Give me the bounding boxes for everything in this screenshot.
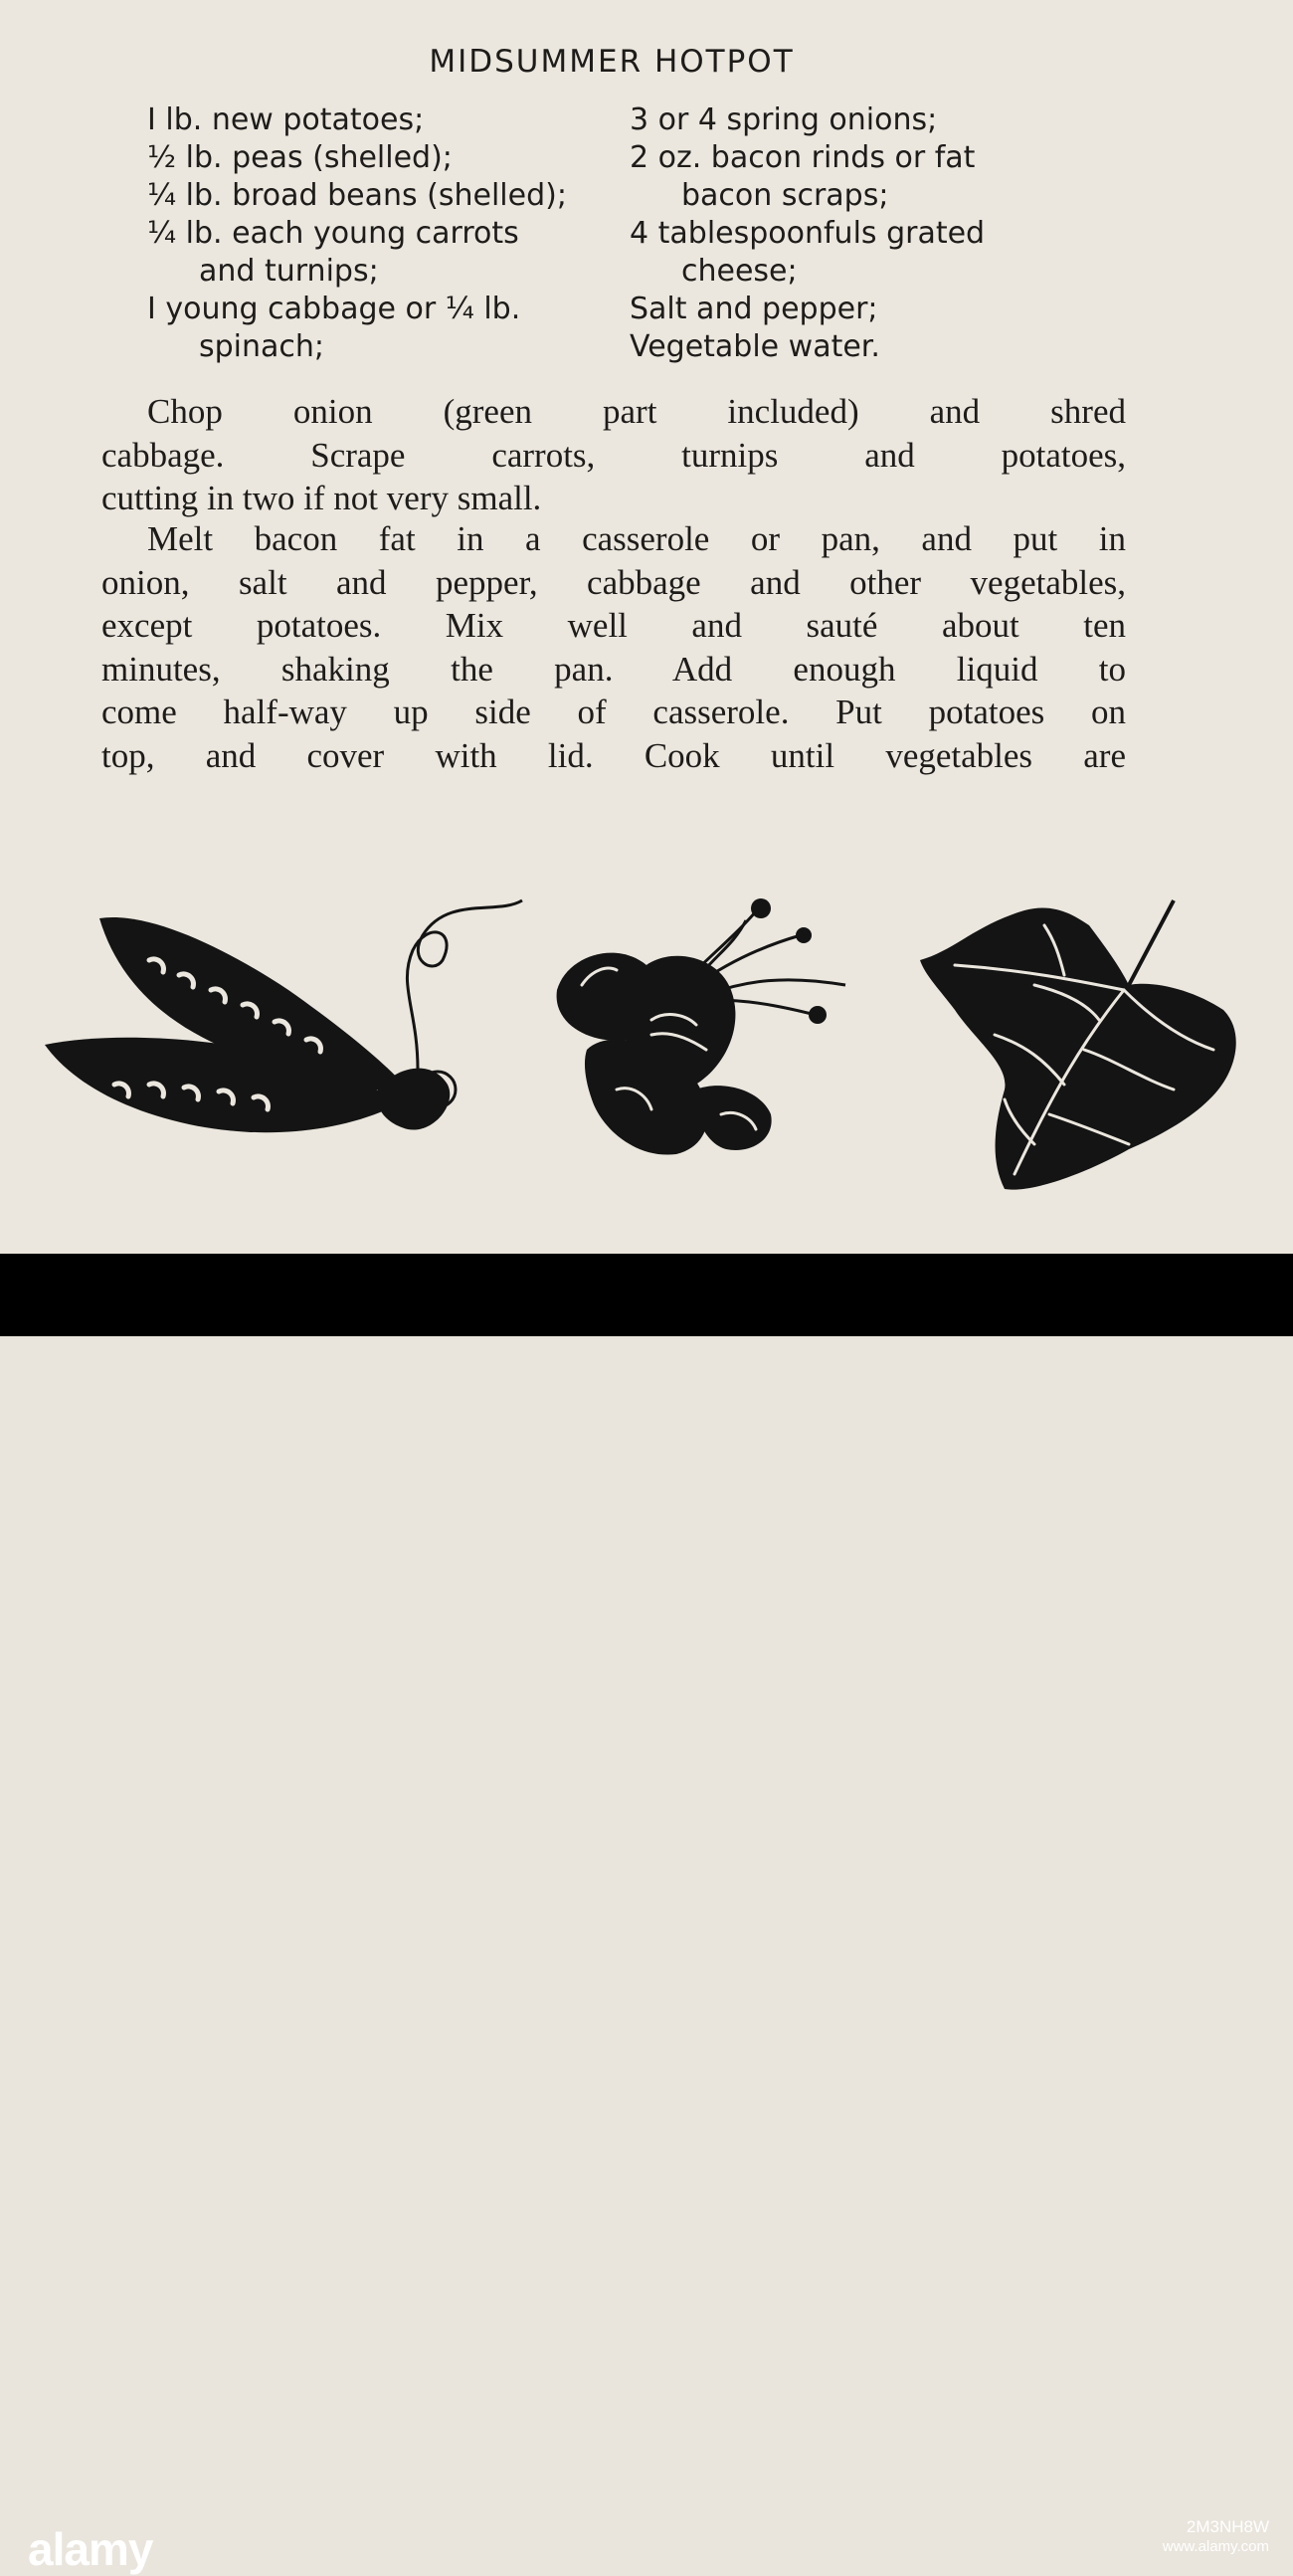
ingredient-line: ½ lb. peas (shelled); bbox=[147, 140, 453, 175]
image-id: 2M3NH8W bbox=[1186, 2517, 1269, 2536]
beetroot-icon bbox=[547, 891, 865, 1189]
paragraph-line: top, and cover with lid. Cook until vegetables are bbox=[101, 735, 1126, 775]
ingredient-line: Vegetable water. bbox=[630, 329, 880, 364]
ingredient-line: ¼ lb. broad beans (shelled); bbox=[147, 178, 567, 213]
pea-pods-icon bbox=[40, 891, 537, 1184]
ingredients-right-column bbox=[630, 101, 985, 366]
paragraph-line: Chop onion (green part included) and shred bbox=[147, 392, 1126, 431]
paragraph-line: cutting in two if not very small. bbox=[101, 479, 542, 517]
paragraph-line: cabbage. Scrape carrots, turnips and potatoes, bbox=[101, 435, 1126, 475]
ingredient-line: cheese; bbox=[681, 254, 798, 289]
leaf-icon bbox=[915, 891, 1253, 1209]
paragraph-line: come half-way up side of casserole. Put potatoes on bbox=[101, 693, 1126, 731]
alamy-logo: alamy bbox=[28, 2523, 153, 2575]
stock-info bbox=[1163, 2517, 1269, 2557]
ingredient-line: spinach; bbox=[199, 329, 325, 364]
ingredient-line: I young cabbage or ¼ lb. bbox=[147, 292, 521, 326]
ingredients-left-column bbox=[147, 101, 567, 366]
ingredient-line: ¼ lb. each young carrots bbox=[147, 216, 519, 251]
ingredient-line: 2 oz. bacon rinds or fat bbox=[630, 140, 976, 175]
recipe-title: MIDSUMMER HOTPOT bbox=[429, 44, 795, 80]
site-url: www.alamy.com bbox=[1162, 2538, 1269, 2555]
paragraph-line: onion, salt and pepper, cabbage and other vegetables, bbox=[101, 562, 1126, 602]
ingredient-line: and turnips; bbox=[199, 254, 379, 289]
ingredient-line: bacon scraps; bbox=[681, 178, 889, 213]
ingredient-line: Salt and pepper; bbox=[630, 292, 878, 326]
method-paragraph-2 bbox=[101, 517, 1126, 777]
paragraph-line: except potatoes. Mix well and sauté about ten bbox=[101, 606, 1126, 645]
recipe-page bbox=[0, 0, 1293, 1254]
ingredient-line: I lb. new potatoes; bbox=[147, 102, 425, 137]
ingredient-line: 4 tablespoonfuls grated bbox=[630, 216, 986, 251]
watermark-footer bbox=[0, 1254, 1293, 2575]
ingredient-line: 3 or 4 spring onions; bbox=[630, 102, 938, 137]
paragraph-line: Melt bacon fat in a casserole or pan, and put in bbox=[147, 519, 1126, 558]
method-paragraph-1 bbox=[101, 390, 1126, 520]
paragraph-line: minutes, shaking the pan. Add enough liquid to bbox=[101, 649, 1126, 689]
